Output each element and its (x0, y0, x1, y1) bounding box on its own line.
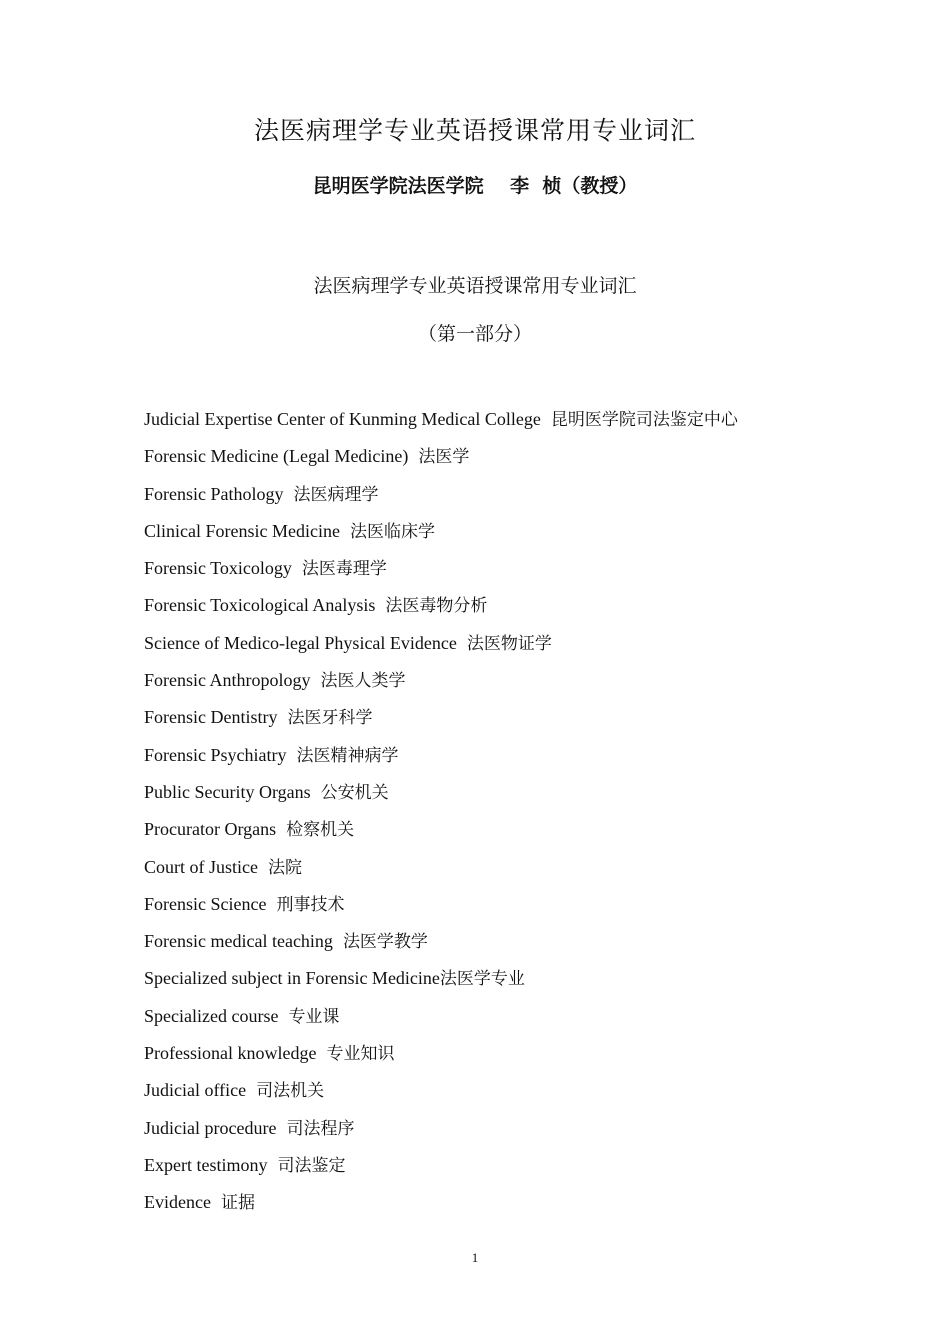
term-chinese: 司法机关 (256, 1081, 325, 1102)
term-english: Forensic Science (144, 893, 267, 914)
glossary-entry (144, 515, 904, 552)
term-english: Forensic Psychiatry (144, 744, 287, 765)
term-chinese: 法医牙科学 (287, 708, 373, 729)
term-english: Court of Justice (144, 856, 258, 877)
glossary-entry (144, 851, 904, 888)
term-english: Forensic Anthropology (144, 670, 311, 691)
glossary-entry (144, 888, 904, 925)
glossary-entry (144, 552, 904, 589)
section-title: 法医病理学专业英语授课常用专业词汇 (313, 275, 637, 297)
term-english: Procurator Organs (144, 819, 277, 840)
term-english: Public Security Organs (144, 781, 311, 802)
term-english: Forensic Pathology (144, 483, 284, 504)
glossary-entry (144, 1037, 904, 1074)
term-english: Specialized course (144, 1005, 279, 1026)
term-english: Forensic Toxicological Analysis (144, 595, 376, 616)
page-number: 1 (471, 1250, 479, 1265)
term-chinese: 法医病理学 (293, 484, 379, 505)
term-chinese: 刑事技术 (276, 894, 345, 915)
glossary-entry (144, 478, 904, 515)
glossary-entry (144, 1074, 904, 1111)
glossary-entry (144, 440, 904, 477)
term-chinese: 专业知识 (326, 1044, 395, 1065)
term-english: Judicial Expertise Center of Kunming Medical College (144, 409, 541, 429)
term-chinese: 法医临床学 (349, 521, 435, 542)
term-english: Specialized subject in Forensic Medicine (144, 968, 440, 989)
term-english: Expert testimony (144, 1154, 268, 1175)
term-chinese: 法院 (268, 857, 302, 878)
term-english: Judicial office (144, 1080, 247, 1101)
glossary-entry (144, 664, 904, 701)
term-english: Forensic Toxicology (144, 558, 292, 579)
term-chinese: 昆明医学院司法鉴定中心 (550, 410, 738, 430)
term-english: Forensic Medicine (Legal Medicine) (144, 446, 409, 467)
term-english: Forensic medical teaching (144, 931, 333, 952)
term-chinese: 法医人类学 (320, 671, 406, 692)
glossary-entry (144, 925, 904, 962)
term-english: Professional knowledge (144, 1043, 317, 1064)
term-chinese: 证据 (220, 1193, 255, 1214)
term-chinese: 法医物证学 (466, 633, 552, 654)
term-chinese: 公安机关 (320, 782, 389, 803)
term-english: Forensic Dentistry (144, 707, 278, 728)
glossary-entry (144, 1000, 904, 1037)
author-line: 昆明医学院法医学院 李 桢（教授） (312, 175, 638, 197)
glossary-entry (144, 403, 904, 440)
term-english: Judicial procedure (144, 1117, 277, 1138)
term-chinese: 法医毒理学 (301, 559, 387, 580)
glossary-list (144, 403, 904, 1224)
term-english: Science of Medico-legal Physical Evidence (144, 632, 457, 653)
glossary-entry (144, 1186, 904, 1223)
term-chinese: 法医精神病学 (296, 745, 399, 766)
term-chinese: 司法程序 (286, 1118, 355, 1139)
glossary-entry (144, 776, 904, 813)
term-chinese: 专业课 (288, 1006, 340, 1027)
glossary-entry (144, 739, 904, 776)
term-chinese: 法医毒物分析 (385, 596, 488, 617)
term-chinese: 司法鉴定 (277, 1155, 346, 1176)
glossary-entry (144, 701, 904, 738)
glossary-entry (144, 589, 904, 626)
section-subtitle: （第一部分） (417, 323, 532, 345)
term-chinese: 检察机关 (286, 820, 355, 841)
term-english: Clinical Forensic Medicine (144, 520, 340, 541)
term-english: Evidence (144, 1192, 211, 1213)
term-chinese: 法医学 (418, 447, 470, 468)
glossary-entry (144, 813, 904, 850)
glossary-entry (144, 1112, 904, 1149)
glossary-entry (144, 962, 904, 999)
term-chinese: 法医学专业 (439, 969, 525, 990)
glossary-entry (144, 627, 904, 664)
document-title: 法医病理学专业英语授课常用专业词汇 (253, 116, 696, 145)
glossary-entry (144, 1149, 904, 1186)
term-chinese: 法医学教学 (342, 932, 428, 953)
